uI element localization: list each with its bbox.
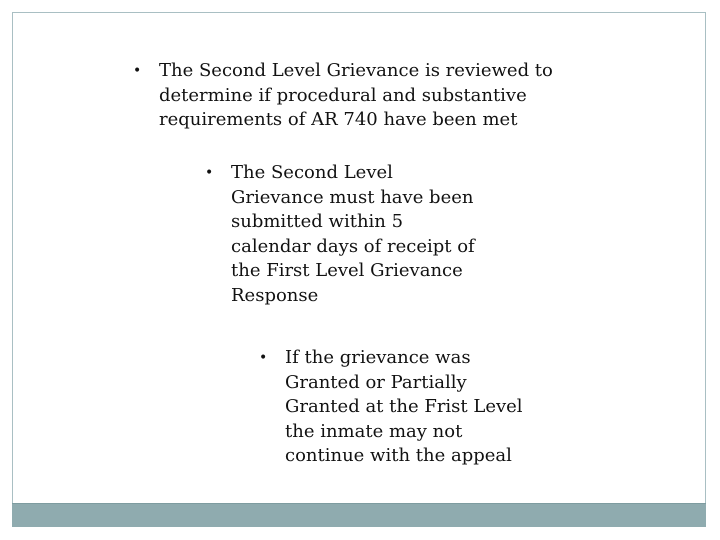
- bullet-line: Granted at the Frist Level: [285, 396, 523, 417]
- bullet-line: the inmate may not: [285, 420, 463, 442]
- bullet-dot-icon: •: [259, 350, 268, 366]
- bullet-text: [159, 59, 553, 133]
- bullet-level-1: [133, 59, 553, 133]
- bullet-dot-icon: •: [133, 63, 142, 79]
- bullet-line: continue with the appeal: [285, 445, 512, 466]
- bullet-line: determine if procedural and substantive: [159, 84, 527, 106]
- bullet-text: [285, 346, 529, 469]
- bullet-line: The Second Level Grievance is reviewed to: [159, 60, 553, 81]
- bullet-level-2: [205, 161, 475, 308]
- bullet-level-3: [259, 346, 529, 469]
- bullet-line: calendar days of receipt of: [231, 235, 475, 257]
- bullet-line: Grievance must have been: [231, 186, 474, 208]
- bullet-line: Granted or Partially: [285, 371, 467, 393]
- bullet-line: Response: [231, 284, 319, 306]
- footer-bar: [12, 503, 706, 527]
- bullet-line: requirements of AR 740 have been met: [159, 109, 518, 130]
- bullet-line: submitted within 5: [231, 211, 404, 232]
- bullet-line: If the grievance was: [285, 347, 471, 368]
- bullet-dot-icon: •: [205, 165, 214, 181]
- bullet-text: [231, 161, 475, 308]
- bullet-line: the First Level Grievance: [231, 260, 463, 281]
- bullet-line: The Second Level: [231, 162, 393, 183]
